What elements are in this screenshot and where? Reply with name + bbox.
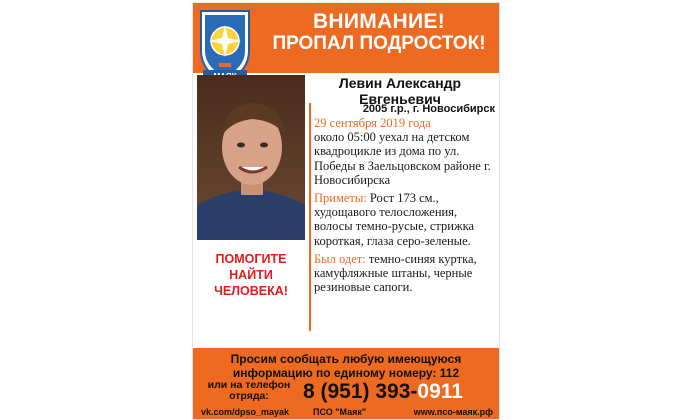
phone-label-line2: отряда:: [229, 390, 269, 402]
story-paragraph: [314, 116, 496, 187]
phone-number-highlight: 0911: [417, 380, 463, 403]
signs-paragraph: [314, 191, 496, 248]
disappearance-date: 29 сентября 2019 года: [314, 116, 431, 130]
org-name: ПСО "Маяк": [313, 407, 367, 417]
phone-label: [201, 380, 297, 402]
headline: [263, 11, 495, 55]
contact-message: [197, 352, 495, 380]
name-line1: Левин Александр: [338, 75, 462, 91]
missing-person-poster: [192, 2, 500, 420]
signs-label: Приметы:: [314, 191, 367, 206]
msg-line1: Просим сообщать любую имеющуюся: [230, 352, 462, 366]
phone-label-line1: или на телефон: [207, 379, 291, 391]
vk-link[interactable]: vk.com/dpso_mayak: [201, 407, 290, 417]
person-photo: [197, 75, 305, 240]
birth-info: 2005 г.р., г. Новосибирск: [362, 103, 495, 115]
footer-links: [193, 406, 499, 419]
phone-number-main: 8 (951) 393-: [303, 380, 418, 403]
help-line1: ПОМОГИТЕ: [215, 252, 287, 266]
msg-line2: информацию по единому номеру: 112: [232, 366, 460, 380]
clothes-label: Был одет:: [314, 251, 366, 266]
clothes-paragraph: [314, 252, 496, 295]
help-callout: [197, 251, 305, 299]
phone-row: [193, 380, 499, 404]
divider-line: [309, 103, 311, 331]
phone-number[interactable]: [303, 380, 493, 404]
site-link[interactable]: www.псо-маяк.рф: [413, 407, 493, 417]
headline-line2: ПРОПАЛ ПОДРОСТОК!: [272, 33, 486, 54]
poster-header: [193, 3, 499, 73]
disappearance-text: около 05:00 уехал на детском квадроцикле из дома по ул. Победы в Заельцовском районе г. Новосибирска: [314, 130, 491, 187]
help-line2: НАЙТИ: [229, 268, 273, 282]
poster-footer: [193, 348, 499, 419]
clothes-text: темно-синяя куртка, камуфляжные штаны, черные резиновые сапоги.: [314, 251, 477, 295]
headline-line1: ВНИМАНИЕ!: [312, 10, 446, 33]
help-line3: ЧЕЛОВЕКА!: [214, 284, 288, 298]
signs-text: Рост 173 см., худощавого телосложения, волосы темно-русые, стрижка короткая, глаза серо-зеленые.: [314, 191, 475, 248]
story-text: [314, 116, 496, 298]
name-line2: Евгеньевич: [359, 91, 441, 107]
